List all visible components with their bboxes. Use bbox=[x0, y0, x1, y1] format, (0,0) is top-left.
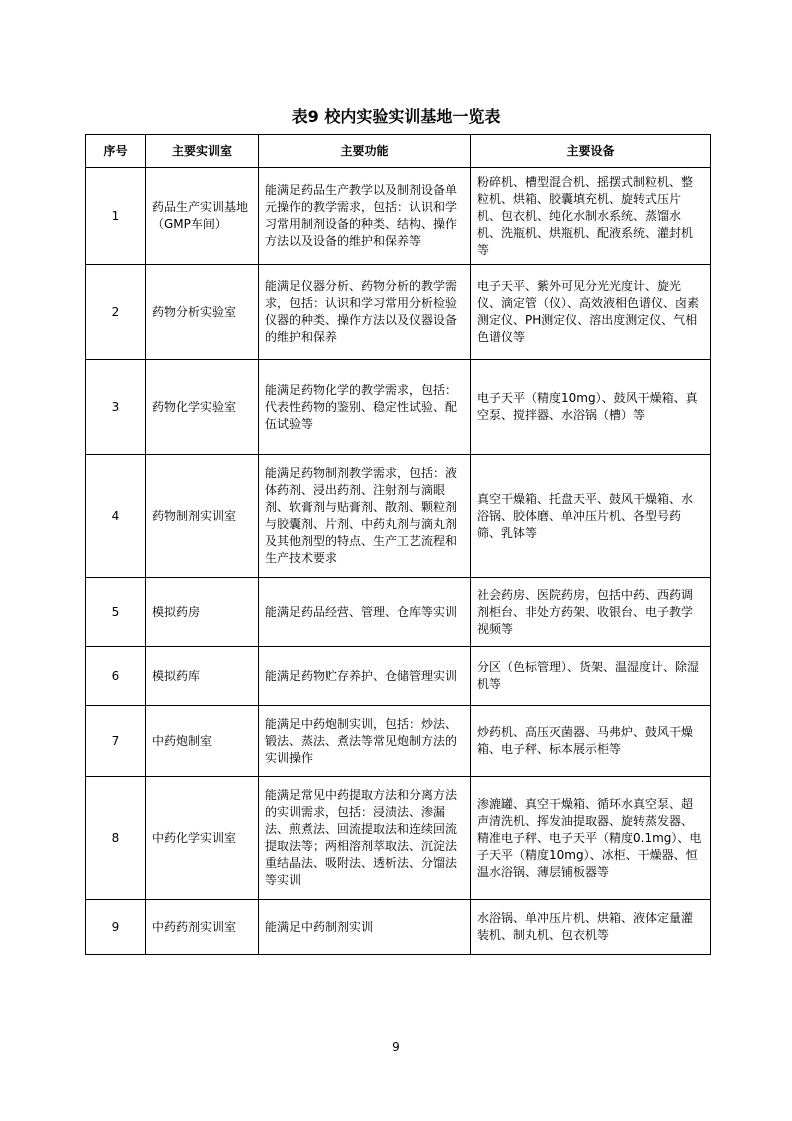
cell-room: 药物化学实验室 bbox=[146, 360, 259, 455]
cell-function: 能满足常见中药提取方法和分离方法的实训需求，包括：浸渍法、渗漏法、煎煮法、回流提取法和连续回流提取法等；两相溶剂萃取法、沉淀法重结晶法、吸附法、透析法、分馏法等实训 bbox=[259, 777, 471, 900]
cell-room: 药物分析实验室 bbox=[146, 265, 259, 360]
cell-seq: 8 bbox=[86, 777, 146, 900]
cell-equipment: 粉碎机、槽型混合机、摇摆式制粒机、整粒机、烘箱、胶囊填充机、旋转式压片机、包衣机、纯化水制水系统、蒸馏水机、洗瓶机、烘瓶机、配液系统、灌封机等 bbox=[471, 168, 711, 265]
cell-room: 药物制剂实训室 bbox=[146, 455, 259, 578]
cell-equipment: 电子天平（精度10mg）、鼓风干燥箱、真空泵、搅拌器、水浴锅（槽）等 bbox=[471, 360, 711, 455]
cell-room: 模拟药房 bbox=[146, 578, 259, 647]
cell-equipment: 社会药房、医院药房，包括中药、西药调剂柜台、非处方药架、收银台、电子教学视频等 bbox=[471, 578, 711, 647]
cell-function: 能满足药品经营、管理、仓库等实训 bbox=[259, 578, 471, 647]
table-row bbox=[86, 360, 711, 455]
table-row bbox=[86, 578, 711, 647]
cell-function: 能满足中药制剂实训 bbox=[259, 900, 471, 955]
header-seq: 序号 bbox=[86, 135, 146, 168]
cell-equipment: 电子天平、紫外可见分光光度计、旋光仪、滴定管（仪）、高效液相色谱仪、卤素测定仪、PH测定仪、溶出度测定仪、气相色谱仪等 bbox=[471, 265, 711, 360]
table-row bbox=[86, 647, 711, 706]
header-function: 主要功能 bbox=[259, 135, 471, 168]
cell-seq: 2 bbox=[86, 265, 146, 360]
table-row bbox=[86, 265, 711, 360]
table-row bbox=[86, 777, 711, 900]
cell-function: 能满足药品生产教学以及制剂设备单元操作的教学需求，包括：认识和学习常用制剂设备的种类、结构、操作方法以及设备的维护和保养等 bbox=[259, 168, 471, 265]
cell-equipment: 水浴锅、单冲压片机、烘箱、液体定量灌装机、制丸机、包衣机等 bbox=[471, 900, 711, 955]
cell-room: 中药炮制室 bbox=[146, 706, 259, 777]
header-room: 主要实训室 bbox=[146, 135, 259, 168]
cell-equipment: 分区（色标管理）、货架、温湿度计、除湿机等 bbox=[471, 647, 711, 706]
cell-function: 能满足中药炮制实训，包括：炒法、锻法、蒸法、煮法等常见炮制方法的实训操作 bbox=[259, 706, 471, 777]
table-row bbox=[86, 455, 711, 578]
cell-room: 模拟药库 bbox=[146, 647, 259, 706]
cell-seq: 3 bbox=[86, 360, 146, 455]
table-row bbox=[86, 168, 711, 265]
cell-seq: 9 bbox=[86, 900, 146, 955]
cell-seq: 5 bbox=[86, 578, 146, 647]
cell-room: 药品生产实训基地（GMP车间） bbox=[146, 168, 259, 265]
cell-seq: 1 bbox=[86, 168, 146, 265]
table-row bbox=[86, 706, 711, 777]
cell-room: 中药药剂实训室 bbox=[146, 900, 259, 955]
lab-table bbox=[85, 134, 711, 955]
cell-function: 能满足仪器分析、药物分析的教学需求，包括：认识和学习常用分析检验仪器的种类、操作方法以及仪器设备的维护和保养 bbox=[259, 265, 471, 360]
cell-function: 能满足药物制剂教学需求，包括：液体药剂、浸出药剂、注射剂与滴眼剂、软膏剂与贴膏剂、散剂、颗粒剂与胶囊剂、片剂、中药丸剂与滴丸剂及其他剂型的特点、生产工艺流程和生产技术要求 bbox=[259, 455, 471, 578]
header-equipment: 主要设备 bbox=[471, 135, 711, 168]
cell-seq: 7 bbox=[86, 706, 146, 777]
page-number: 9 bbox=[392, 1040, 400, 1054]
table-title: 表9 校内实验实训基地一览表 bbox=[291, 107, 501, 126]
cell-function: 能满足药物化学的教学需求，包括：代表性药物的鉴别、稳定性试验、配伍试验等 bbox=[259, 360, 471, 455]
cell-equipment: 炒药机、高压灭菌器、马弗炉、鼓风干燥箱、电子秤、标本展示柜等 bbox=[471, 706, 711, 777]
cell-equipment: 真空干燥箱、托盘天平、鼓风干燥箱、水浴锅、胶体磨、单冲压片机、各型号药筛、乳钵等 bbox=[471, 455, 711, 578]
cell-room: 中药化学实训室 bbox=[146, 777, 259, 900]
table-row bbox=[86, 900, 711, 955]
table-header-row bbox=[86, 135, 711, 168]
cell-equipment: 渗漉罐、真空干燥箱、循环水真空泵、超声清洗机、挥发油提取器、旋转蒸发器、精准电子秤、电子天平（精度0.1mg）、电子天平（精度10mg）、冰柜、干燥器、恒温水浴锅、薄层铺板器等 bbox=[471, 777, 711, 900]
cell-seq: 4 bbox=[86, 455, 146, 578]
cell-seq: 6 bbox=[86, 647, 146, 706]
cell-function: 能满足药物贮存养护、仓储管理实训 bbox=[259, 647, 471, 706]
